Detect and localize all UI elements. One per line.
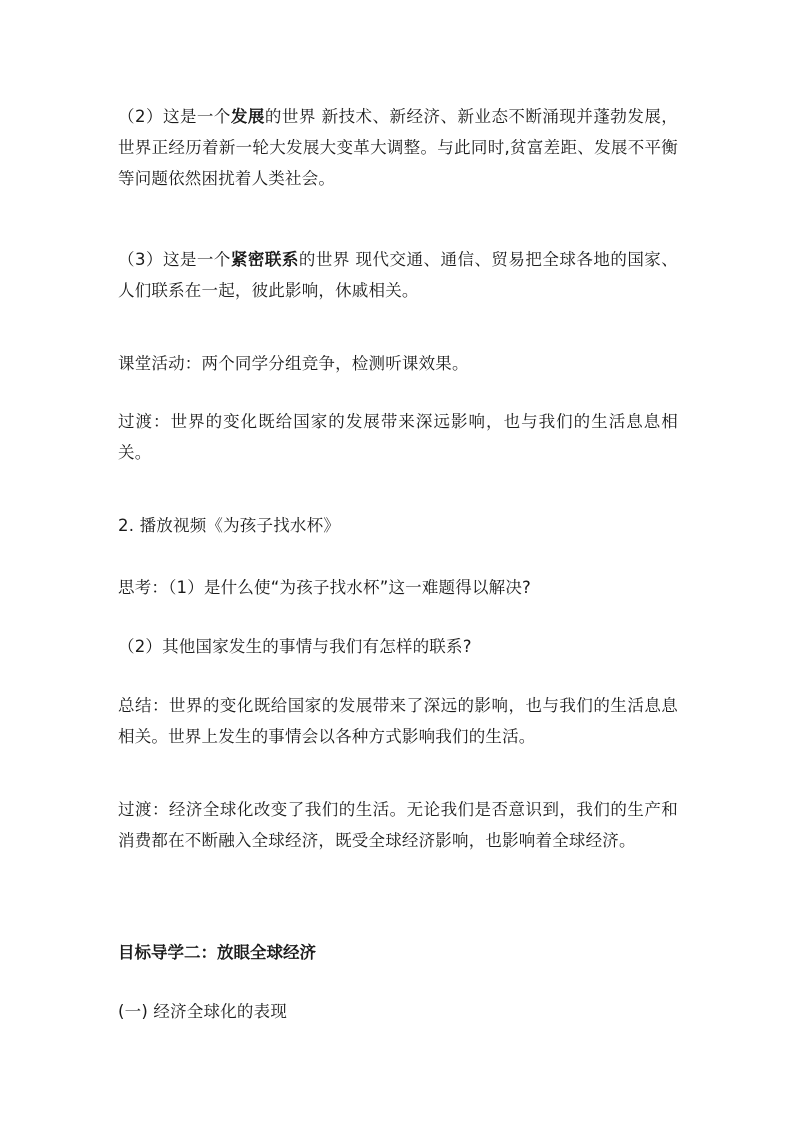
paragraph-class-activity: 课堂活动：两个同学分组竞争，检测听课效果。 (118, 354, 469, 373)
paragraph-transition-1: 过渡：世界的变化既给国家的发展带来深远影响，也与我们的生活息息相关。 (118, 412, 678, 462)
paragraph-suffix: 的世界 新技术、新经济、新业态不断涌现并蓬勃发展，世界正经历着新一轮大发展大变革大调整。与此同时,贫富差距、发展不平衡等问题依然困扰着人类社会。 (118, 107, 678, 188)
paragraph-transition-2: 过渡：经济全球化改变了我们的生活。无论我们是否意识到，我们的生产和消费都在不断融入全球经济，既受全球经济影响，也影响着全球经济。 (118, 800, 678, 850)
paragraph-subsection: (一) 经济全球化的表现 (118, 1002, 288, 1021)
paragraph-think-2: （2）其他国家发生的事情与我们有怎样的联系? (118, 637, 472, 656)
paragraph-summary: 总结：世界的变化既给国家的发展带来了深远的影响，也与我们的生活息息相关。世界上发生的事情会以各种方式影响我们的生活。 (118, 696, 678, 746)
paragraph-connected-world (118, 244, 678, 306)
paragraph-video: 2. 播放视频《为孩子找水杯》 (118, 516, 340, 535)
paragraph-think-1: 思考：（1）是什么使“为孩子找水杯”这一难题得以解决? (118, 578, 532, 597)
paragraph-prefix: （2）这是一个 (118, 107, 231, 126)
paragraph-suffix: 的世界 现代交通、通信、贸易把全球各地的国家、人们联系在一起，彼此影响，休戚相关。 (118, 250, 678, 300)
paragraph-development-world (118, 101, 678, 194)
paragraph-prefix: （3）这是一个 (118, 250, 231, 269)
bold-keyword-development: 发展 (230, 107, 265, 126)
bold-keyword-connected: 紧密联系 (230, 250, 299, 269)
section-heading: 目标导学二：放眼全球经济 (118, 943, 316, 962)
